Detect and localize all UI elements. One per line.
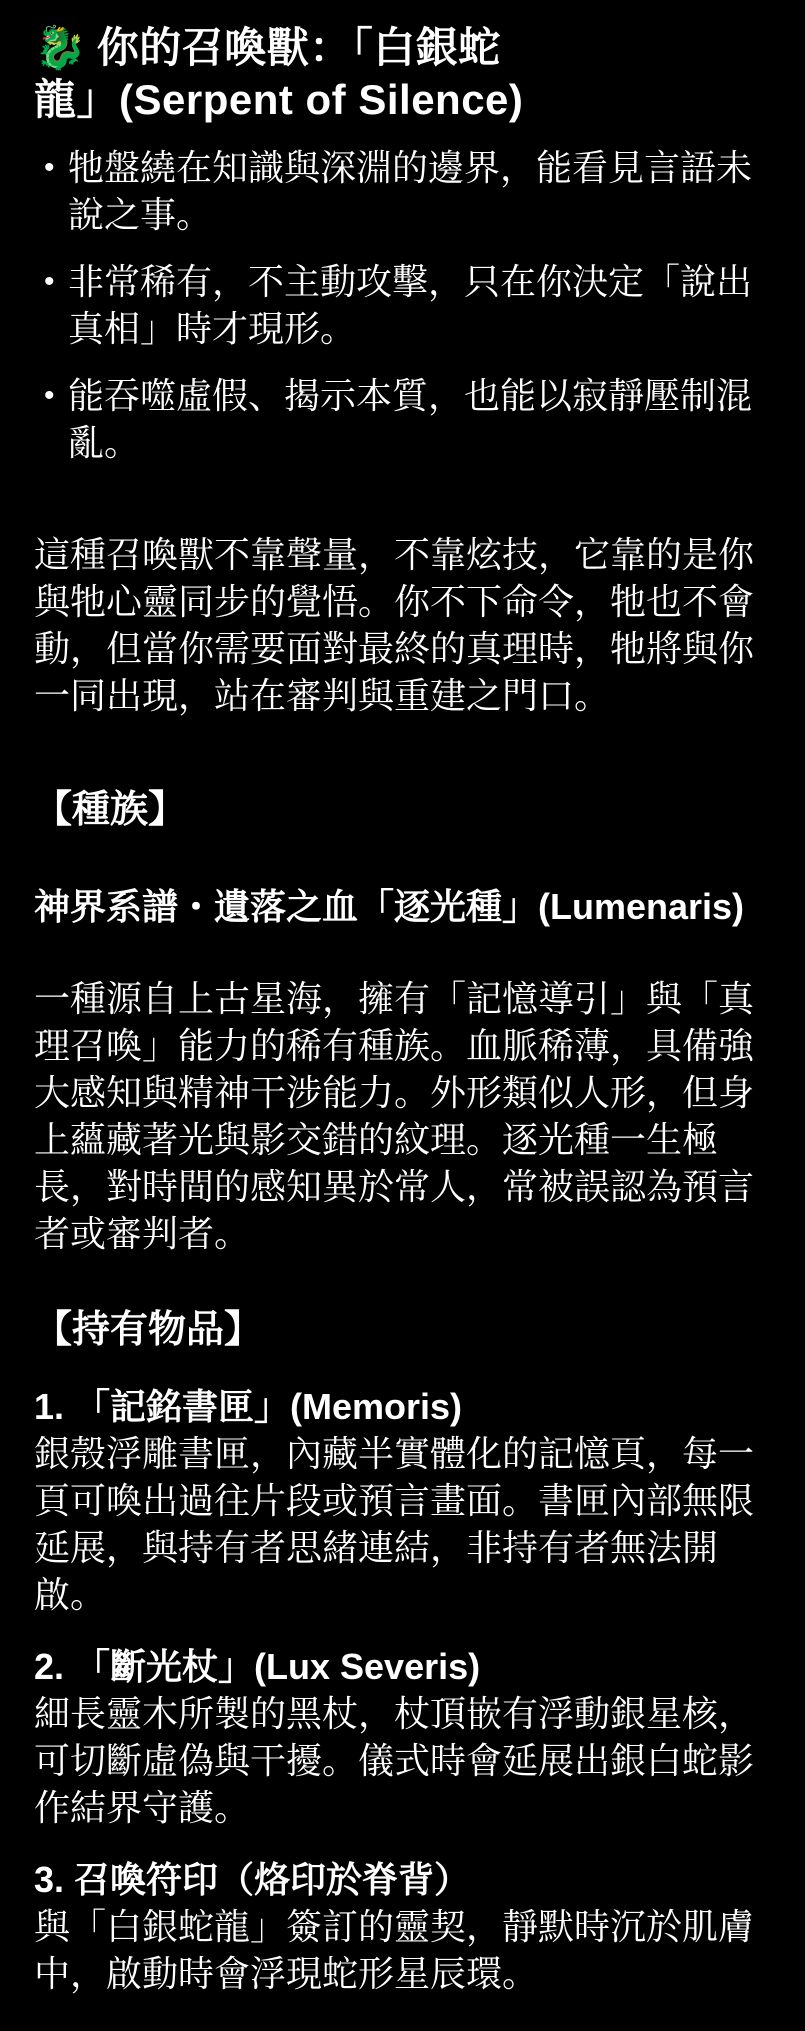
items-section-heading: 【持有物品】 [34, 1309, 263, 1351]
race-subtitle: 神界系譜・遺落之血「逐光種」(Lumenaris) [34, 886, 745, 927]
item-block-memoris [34, 1383, 771, 1618]
summon-title [34, 22, 539, 126]
item-description: 銀殼浮雕書匣，內藏半實體化的記憶頁，每一頁可喚出過往片段或預言畫面。書匣內部無限延展，與持有者思緒連結，非持有者無法開啟。 [34, 1433, 755, 1615]
item-block-summon-sigil [34, 1856, 771, 1997]
race-description: 一種源自上古星海，擁有「記憶導引」與「真理召喚」能力的稀有種族。血脈稀薄，具備強大感知與精神干涉能力。外形類似人形，但身上蘊藏著光與影交錯的紋理。逐光種一生極長，對時間的感知異於常人，常被誤認為預言者或審判者。 [34, 978, 755, 1254]
trait-item-2: • 非常稀有，不主動攻擊，只在你決定「說出真相」時才現形。 [34, 258, 771, 352]
trait-list [34, 144, 771, 466]
item-block-lux-severis [34, 1643, 771, 1831]
summon-intro-paragraph: 這種召喚獸不靠聲量，不靠炫技，它靠的是你與牠心靈同步的覺悟。你不下命令，牠也不會動，但當你需要面對最終的真理時，牠將與你一同出現，站在審判與重建之門口。 [34, 534, 755, 716]
item-name: 3. 召喚符印（烙印於脊背） [34, 1859, 471, 1900]
item-description: 與「白銀蛇龍」簽訂的靈契，靜默時沉於肌膚中，啟動時會浮現蛇形星辰環。 [34, 1906, 755, 1994]
dragon-emoji: 🐉 [34, 24, 87, 71]
trait-item-1: • 牠盤繞在知識與深淵的邊界，能看見言語未說之事。 [34, 144, 771, 238]
summon-title-text: 你的召喚獸：「白銀蛇龍」(Serpent of Silence) [34, 24, 524, 123]
race-section-heading: 【種族】 [34, 789, 187, 831]
item-name: 1. 「記銘書匣」(Memoris) [34, 1386, 463, 1427]
trait-item-3: • 能吞噬虛假、揭示本質，也能以寂靜壓制混亂。 [34, 372, 771, 466]
item-description: 細長靈木所製的黑杖，杖頂嵌有浮動銀星核，可切斷虛偽與干擾。儀式時會延展出銀白蛇影作結界守護。 [34, 1693, 755, 1828]
item-name: 2. 「斷光杖」(Lux Severis) [34, 1646, 481, 1687]
